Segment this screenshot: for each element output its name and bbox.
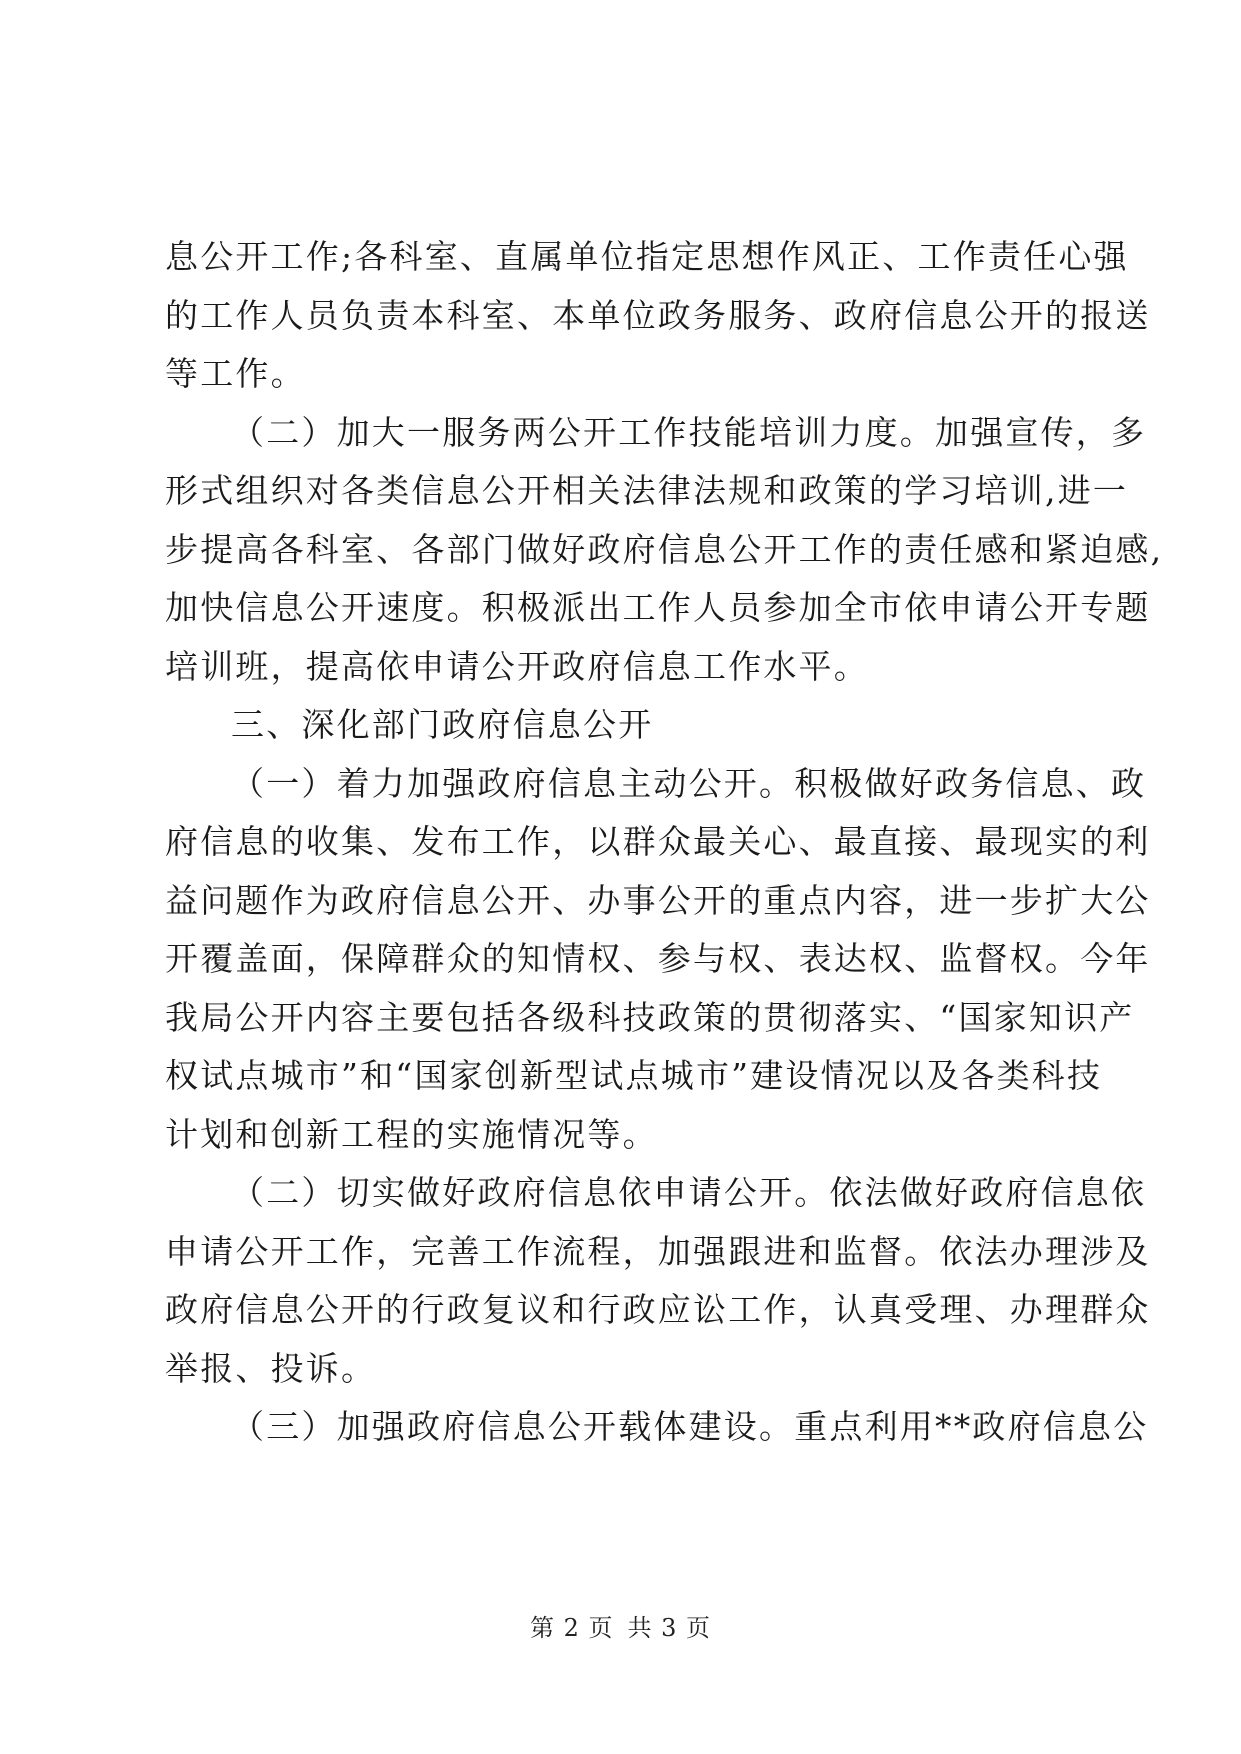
page-total: 共 3 页 xyxy=(627,1614,712,1642)
body-line-3: 等工作。 xyxy=(165,354,306,393)
body-line-17: （二）切实做好政府信息依申请公开。依法做好政府信息依 xyxy=(231,1173,1147,1212)
page-number: 第 2 页 xyxy=(529,1614,614,1642)
body-line-10: （一）着力加强政府信息主动公开。积极做好政务信息、政 xyxy=(231,763,1147,803)
body-line-2: 的工作人员负责本科室、本单位政务服务、政府信息公开的报送 xyxy=(165,295,1151,335)
body-line-20: 举报、投诉。 xyxy=(165,1348,377,1388)
body-line-16: 计划和创新工程的实施情况等。 xyxy=(165,1114,658,1154)
body-line-19: 政府信息公开的行政复议和行政应讼工作，认真受理、办理群众 xyxy=(165,1290,1151,1329)
body-line-11: 府信息的收集、发布工作，以群众最关心、最直接、最现实的利 xyxy=(165,822,1151,861)
document-body xyxy=(165,228,1164,1457)
body-line-4: （二）加大一服务两公开工作技能培训力度。加强宣传，多 xyxy=(231,412,1147,452)
section-heading: 三、深化部门政府信息公开 xyxy=(231,705,654,744)
body-line-18: 申请公开工作，完善工作流程，加强跟进和监督。依法办理涉及 xyxy=(165,1231,1151,1271)
body-line-6: 步提高各科室、各部门做好政府信息公开工作的责任感和紧迫感, xyxy=(165,529,1164,569)
body-line-14: 我局公开内容主要包括各级科技政策的贯彻落实、“国家知识产 xyxy=(165,997,1135,1037)
body-line-12: 益问题作为政府信息公开、办事公开的重点内容，进一步扩大公 xyxy=(165,880,1151,920)
body-line-21: （三）加强政府信息公开载体建设。重点利用**政府信息公 xyxy=(231,1407,1149,1446)
body-line-1: 息公开工作;各科室、直属单位指定思想作风正、工作责任心强 xyxy=(165,237,1129,276)
body-line-5: 形式组织对各类信息公开相关法律法规和政策的学习培训,进一 xyxy=(165,471,1129,510)
body-line-7: 加快信息公开速度。积极派出工作人员参加全市依申请公开专题 xyxy=(165,588,1151,627)
body-line-13: 开覆盖面，保障群众的知情权、参与权、表达权、监督权。今年 xyxy=(165,939,1151,978)
page-footer xyxy=(0,1608,1241,1643)
body-line-8: 培训班，提高依申请公开政府信息工作水平。 xyxy=(165,646,869,686)
body-line-15: 权试点城市”和“国家创新型试点城市”建设情况以及各类科技 xyxy=(165,1056,1103,1095)
